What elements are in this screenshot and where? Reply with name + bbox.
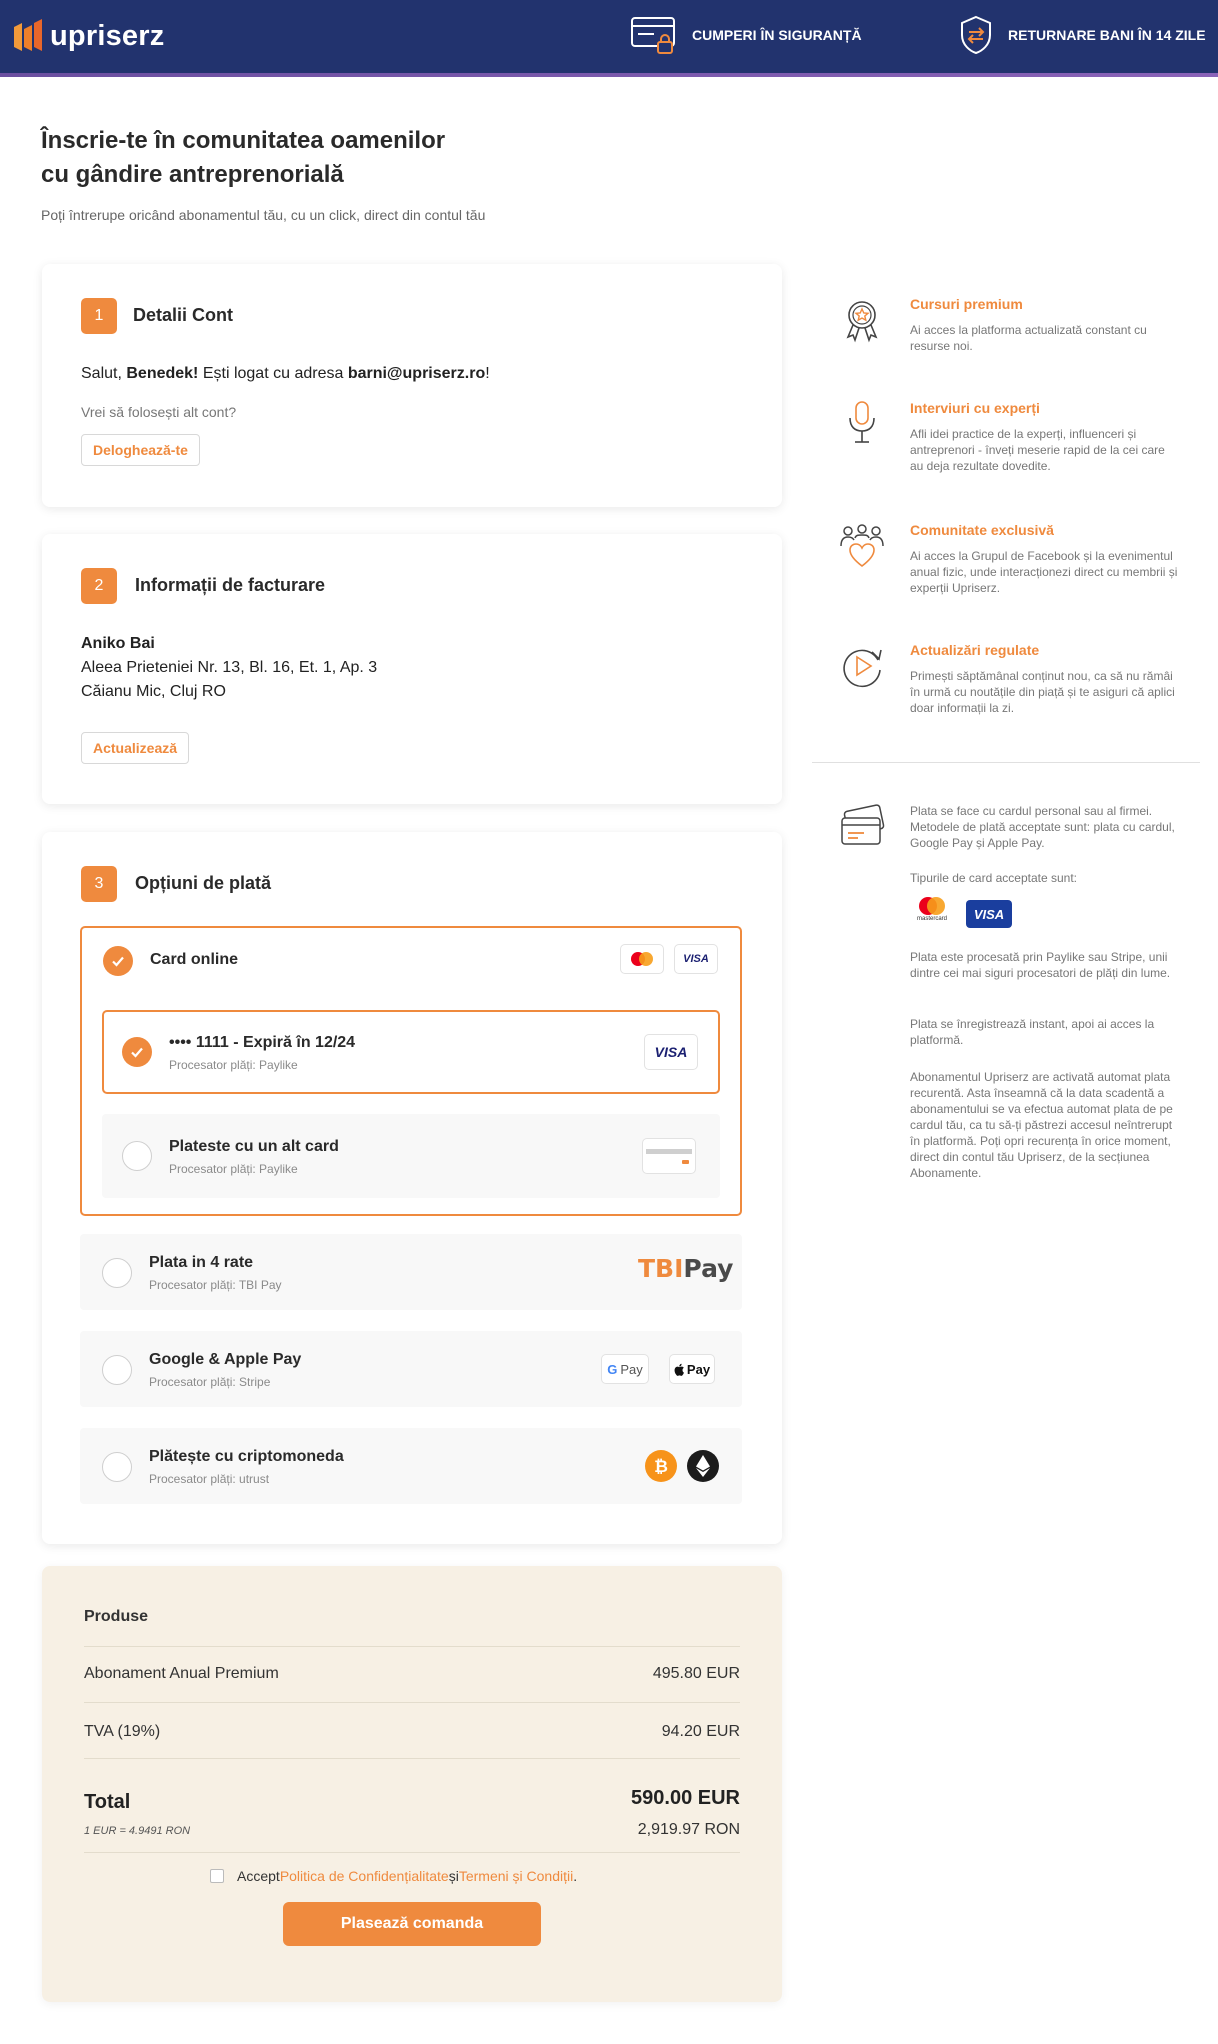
cards-stack-icon (838, 804, 886, 848)
logo-mark-icon (12, 17, 48, 55)
payment-info-text: Plata se face cu cardul personal sau al firmei. Metodele de plată acceptate sunt: plata cu cardul, Google Pay și Apple Pay. (910, 804, 1175, 850)
top-header (0, 0, 1218, 73)
saved-card-title: •••• 1111 - Expiră în 12/24 (169, 1034, 356, 1051)
place-order-button[interactable]: Plasează comanda (283, 1902, 541, 1946)
google-pay-badge (601, 1354, 649, 1384)
microphone-icon (838, 400, 886, 448)
secure-card-icon (630, 15, 678, 55)
page-title (41, 124, 541, 192)
mastercard-label: mastercard (916, 916, 947, 922)
other-card-processor: Procesator plăți: Paylike (169, 1162, 298, 1176)
upriserz-logo[interactable] (12, 13, 164, 59)
other-card-radio[interactable] (122, 1141, 152, 1171)
visa-badge: VISA (644, 1034, 698, 1070)
feature-title: Comunitate exclusivă (910, 522, 1054, 538)
page-title-line1: Înscrie-te în comunitatea oamenilor (41, 127, 446, 154)
card-online-option[interactable] (80, 926, 742, 1216)
total-label: Total (84, 1791, 131, 1813)
installments-title: Plata in 4 rate (149, 1254, 254, 1271)
wallet-pay-option[interactable] (80, 1331, 742, 1407)
feature-exclusive-community (838, 522, 1178, 612)
instant-access-text: Plata se înregistrează instant, apoi ai acces la platformă. (910, 1017, 1155, 1047)
refund-label: RETURNARE BANI ÎN 14 ZILE (1008, 27, 1206, 43)
total-row (84, 1758, 740, 1854)
saved-card-checked[interactable] (122, 1037, 152, 1067)
step-number: 3 (81, 866, 117, 902)
mastercard-icon (627, 950, 657, 968)
wallet-pay-processor: Procesator plăți: Stripe (149, 1375, 271, 1389)
processing-text: Plata este procesată prin Paylike sau Stripe, unii dintre cei mai siguri procesatori de plăți din lume. (910, 950, 1171, 980)
mastercard-icon (916, 896, 948, 916)
installments-radio[interactable] (102, 1258, 132, 1288)
greeting-suffix: ! (485, 365, 490, 382)
recurring-payment-text: Abonamentul Upriserz are activată automat plata recurentă. Asta înseamnă că la data scadentă a abonamentului se va efectua automat plata de pe cardul tău, ca tu să-ți păstrezi accesul neîntrerupt în platformă. Poți opri recurența în orice moment, direct din contul tău Upriserz, de la secțiunea Abonamente. (910, 1070, 1173, 1180)
other-card-title: Plateste cu un alt card (169, 1138, 339, 1155)
award-icon (838, 296, 886, 344)
feature-text: Ai acces la Grupul de Facebook și la evenimentul anual fizic, unde interacționezi direct cu membrii și experții Upriserz. (910, 549, 1178, 595)
step-number: 1 (81, 298, 117, 334)
apple-pay-label: Pay (686, 1361, 711, 1377)
other-card-option[interactable] (102, 1114, 720, 1198)
terms-consent (210, 1866, 577, 1886)
wallet-pay-radio[interactable] (102, 1355, 132, 1385)
account-details-card (42, 264, 782, 507)
total-ron: 2,919.97 RON (637, 1821, 740, 1838)
terms-checkbox[interactable] (210, 1869, 224, 1883)
terms-link[interactable]: Termeni și Condiții (458, 1868, 574, 1884)
feature-text: Primești săptămânal conținut nou, ca să nu rămâi în urmă cu noutățile din piață și te asiguri că aplici doar informații la zi. (910, 669, 1175, 715)
order-summary (42, 1566, 782, 2002)
logout-button[interactable]: Deloghează-te (81, 434, 200, 466)
shield-refund-icon (958, 15, 994, 55)
community-icon (838, 522, 886, 570)
billing-info-card (42, 534, 782, 804)
step-number: 2 (81, 568, 117, 604)
page-subtitle: Poți întrerupe oricând abonamentul tău, cu un click, direct din contul tău (41, 207, 486, 223)
installments-processor: Procesator plăți: TBI Pay (149, 1278, 282, 1292)
billing-address-line2: Căianu Mic, Cluj RO (81, 683, 226, 700)
vat-value: 94.20 EUR (661, 1723, 740, 1740)
checkmark-icon (110, 953, 126, 969)
installments-option[interactable] (80, 1234, 742, 1310)
generic-card-icon (646, 1143, 692, 1169)
feature-title: Actualizări regulate (910, 642, 1040, 658)
feature-title: Interviuri cu experți (910, 400, 1040, 416)
svg-text:₿: ₿ (654, 1457, 668, 1476)
update-billing-button[interactable]: Actualizează (81, 732, 189, 764)
pay-logo-part: Pay (683, 1254, 734, 1283)
accept-prefix: Accept (237, 1868, 280, 1884)
billing-info-title: Informații de facturare (135, 575, 326, 595)
visa-logo: VISA (966, 900, 1012, 928)
vat-row (84, 1702, 740, 1758)
page-title-line2: cu gândire antreprenorială (41, 161, 344, 188)
account-details-title: Detalii Cont (133, 305, 234, 325)
product-row (84, 1646, 740, 1702)
billing-address-line1: Aleea Prieteniei Nr. 13, Bl. 16, Et. 1, Ap. 3 (81, 659, 378, 676)
accepted-cards-text: Tipurile de card acceptate sunt: (910, 871, 1077, 885)
payment-options-title: Opțiuni de plată (135, 873, 272, 893)
crypto-processor: Procesator plăți: utrust (149, 1472, 270, 1486)
greeting-prefix: Salut, (81, 365, 127, 382)
billing-name: Aniko Bai (81, 635, 155, 652)
google-pay-label: Pay (620, 1361, 643, 1377)
summary-divider (84, 1852, 740, 1853)
mastercard-badge (620, 944, 664, 974)
products-heading: Produse (84, 1608, 149, 1625)
apple-pay-badge (669, 1354, 715, 1384)
exchange-rate: 1 EUR = 4.9491 RON (84, 1825, 191, 1837)
tbi-logo-part: TBI (638, 1254, 684, 1283)
feature-text: Ai acces la platforma actualizată constant cu resurse noi. (910, 323, 1147, 353)
user-email: barni@upriserz.ro (347, 365, 486, 382)
product-price: 495.80 EUR (652, 1665, 740, 1682)
privacy-policy-link[interactable]: Politica de Confidențialitate (279, 1868, 449, 1884)
product-name: Abonament Anual Premium (84, 1665, 279, 1682)
divider (812, 762, 1200, 763)
feature-text: Afli idei practice de la experți, influenceri și antreprenori - înveți meserie rapid de la cei care au deja rezultate dovedite. (910, 427, 1165, 473)
ethereum-icon (687, 1450, 719, 1482)
google-g-icon: G (607, 1361, 618, 1377)
crypto-radio[interactable] (102, 1452, 132, 1482)
refund-badge (958, 12, 1206, 58)
user-name: Benedek! (126, 365, 199, 382)
vat-label: TVA (19%) (84, 1723, 161, 1740)
feature-premium-courses (838, 296, 1178, 366)
visa-badge: VISA (674, 944, 718, 974)
accept-suffix: . (573, 1868, 578, 1884)
wallet-pay-title: Google & Apple Pay (149, 1351, 302, 1368)
header-accent-line (0, 73, 1218, 77)
secure-purchase-badge (630, 12, 862, 58)
secure-purchase-label: CUMPERI ÎN SIGURANȚĂ (692, 27, 862, 43)
feature-expert-interviews (838, 400, 1178, 490)
card-online-checked[interactable] (103, 946, 133, 976)
refresh-play-icon (838, 642, 886, 690)
feature-regular-updates (838, 642, 1178, 732)
bitcoin-icon (645, 1450, 677, 1482)
card-online-label: Card online (150, 951, 239, 968)
generic-card-badge (642, 1138, 696, 1174)
accept-and: și (448, 1868, 459, 1884)
mastercard-logo (910, 896, 954, 928)
saved-card-processor: Procesator plăți: Paylike (169, 1058, 298, 1072)
tbi-pay-logo (638, 1254, 733, 1283)
greeting-mid: Ești logat cu adresa (198, 365, 348, 382)
crypto-title: Plătește cu criptomoneda (149, 1448, 344, 1465)
total-eur: 590.00 EUR (631, 1787, 740, 1809)
checkmark-icon (129, 1044, 145, 1060)
crypto-option[interactable] (80, 1428, 742, 1504)
greeting-text (81, 362, 490, 386)
logo-text: upriserz (50, 19, 165, 52)
saved-card-option[interactable] (102, 1010, 720, 1094)
billing-address (81, 632, 377, 704)
other-account-text: Vrei să folosești alt cont? (81, 404, 237, 420)
apple-icon (674, 1363, 685, 1376)
feature-title: Cursuri premium (910, 296, 1023, 312)
